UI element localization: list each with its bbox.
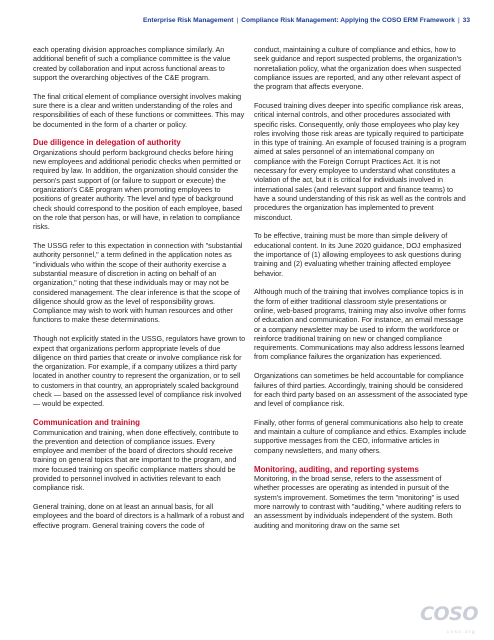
coso-logo	[412, 604, 478, 634]
header-separator: |	[457, 17, 460, 24]
header-separator: |	[236, 17, 239, 24]
paragraph: each operating division approaches compliance similarly. An additional benefit of such a compliance committee is the value created by collaboration and input across functional areas to support the overarching objectives of the C&E program.	[33, 45, 231, 82]
running-header	[60, 17, 470, 24]
section-heading-due-diligence: Due diligence in delegation of authority	[33, 138, 181, 148]
paragraph: Focused training dives deeper into specific compliance risk areas, critical internal controls, and other procedures associated with specific risks. Consequently, only those employees who play key roles involving those risk areas are typically required to participate in this type of training. An example of focused training is a program aimed at sales personnel of an international company on compliance with the Foreign Corrupt Practices Act. It is not necessary for every employee to understand what constitutes a violation of the act, but it is critical for individuals involved in international sales (and relevant support and finance teams) to have a sound understanding of this risk as well as the controls and procedures the organization has implemented to prevent misconduct.	[254, 100, 467, 222]
right-column	[254, 45, 468, 539]
paragraph: Organizations should perform background checks before hiring new employees and additional periodic checks when permitted or required by law. In addition, the organization should consider the person's past support of (or failure to support or execute) the organization's C&E program when promoting employees to positions of greater authority. The level and type of background check should correspond to the position of each employee, based on the role that person has, or will have, in relation to compliance risks.	[33, 147, 242, 232]
paragraph: Organizations can sometimes be held accountable for compliance failures of third parties. Accordingly, training should be considered for each third party based on an assessment of the associated type and level of compliance risk.	[254, 371, 468, 409]
paragraph: Although much of the training that involves compliance topics is in the form of either traditional classroom style presentations or online, web-based programs, training may also involve other forms of education and communication. For instance, an email message or a company newsletter may be used to inform the workforce or reinforce traditional training on new or changed compliance requirements. Communications may also address lessons learned from compliance failures the organization has experienced.	[254, 287, 466, 362]
section-heading-monitoring: Monitoring, auditing, and reporting systems	[254, 464, 419, 474]
paragraph: General training, done on at least an annual basis, for all employees and the board of directors is a hallmark of a robust and effective program. General training covers the code of	[33, 502, 244, 530]
paragraph: The USSG refer to this expectation in connection with "substantial authority personnel," a term defined in the application notes as "individuals who within the scope of their authority exercise a substantial measure of discretion in acting on behalf of an organization," noting that these individuals may or may not be considered management. The clear inference is that the scope of diligence should grow as the level of responsibility grows. Compliance may wish to work with human resources and other functions to make these determinations.	[33, 241, 243, 325]
logo-url: coso.org	[446, 629, 476, 634]
header-title: Compliance Risk Management: Applying the COSO ERM Framework	[241, 17, 455, 24]
paragraph: Communication and training, when done effectively, contribute to the prevention and detection of compliance issues. Every employee and member of the board of directors should receive training on general topics that are important to the program, and more focused training on specific compliance matters should be provided to personnel involved in activities relevant to each compliance risk.	[33, 427, 239, 493]
paragraph: To be effective, training must be more than simple delivery of educational content. In its June 2020 guidance, DOJ emphasized the importance of (1) allowing employees to ask questions during training and (2) evaluating whether training affected employee behavior.	[254, 231, 462, 278]
header-section: Enterprise Risk Management	[142, 17, 234, 24]
logo-wordmark: COSO	[420, 603, 478, 625]
paragraph: Though not explicitly stated in the USSG, regulators have grown to expect that organizations perform appropriate levels of due diligence on third parties that create or involve compliance risk for the organization. For example, if a company utilizes a third party located in another country to represent the organization, or to sell to customers in that country, an appropriately scaled background check — based on the assessed level of compliance risk involved — would be expected.	[33, 334, 246, 409]
paragraph: Finally, other forms of general communications also help to create and maintain a culture of compliance and ethics. Examples include supportive messages from the CEO, informative articles in company newsletters, and many others.	[254, 417, 467, 455]
section-heading-communication: Communication and training	[33, 418, 140, 428]
paragraph: The final critical element of compliance oversight involves making sure there is a clear and written understanding of the roles and responsibilities of each of these functions or committees. This may be documented in the form of a charter or policy.	[33, 91, 245, 129]
left-column	[33, 45, 247, 540]
paragraph: conduct, maintaining a culture of compliance and ethics, how to seek guidance and report suspected problems, the organization's nonretaliation policy, what the organization does when suspected compliance issues are reported, and any other relevant aspect of the program that affects everyone.	[254, 45, 462, 92]
page-number: 33	[462, 17, 470, 24]
paragraph: Monitoring, in the broad sense, refers to the assessment of whether processes are operating as intended in pursuit of the system's improvement. Sometimes the term "monitoring" is used more narrowly to contrast with "auditing," where auditing refers to an assessment by individuals independent of the system. Both auditing and monitoring draw on the same set	[254, 474, 462, 530]
